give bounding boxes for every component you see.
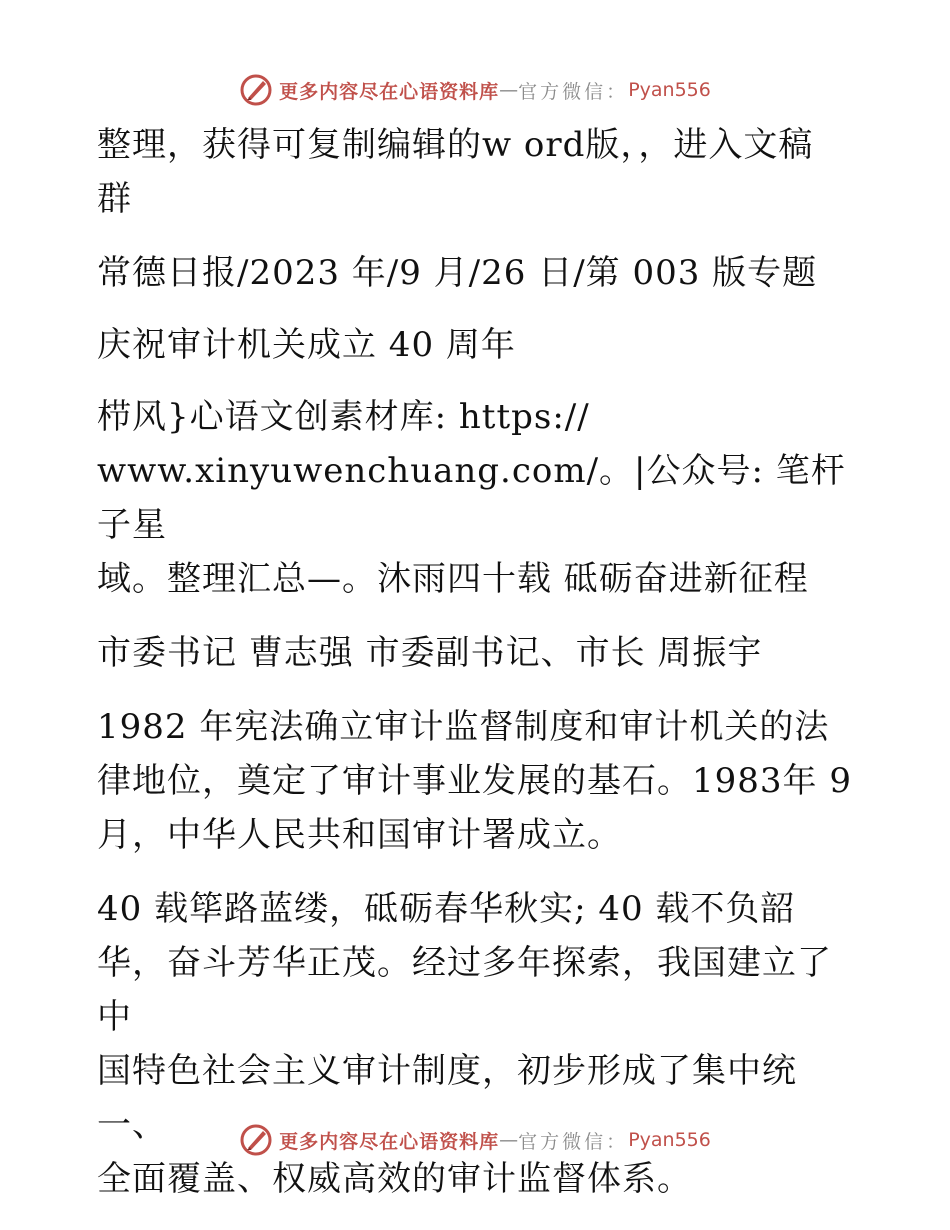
banner-dash: — <box>499 79 519 101</box>
banner-brand-text: 更多内容尽在心语资料库 <box>279 1130 500 1153</box>
footer-watermark-banner <box>0 1122 950 1158</box>
banner-wechat-id: Pyan556 <box>628 79 711 101</box>
paragraph-history: 1982 年宪法确立审计监督制度和审计机关的法 律地位，奠定了审计事业发展的基石。1983年 9 月，中华人民共和国审计署成立。 <box>97 707 852 855</box>
document-body <box>97 118 857 1206</box>
banner-dash: — <box>499 1129 519 1151</box>
pen-nib-logo-icon <box>239 1123 273 1157</box>
paragraph-source-line: 常德日报/2023 年/9 月/26 日/第 003 版专题 <box>97 253 818 293</box>
banner-official-label: 官方微信： <box>518 80 629 103</box>
paragraph-intro: 整理，获得可复制编辑的w ord版，，进入文稿 群 <box>97 125 814 219</box>
banner-wechat-id: Pyan556 <box>628 1129 711 1151</box>
banner-official-label: 官方微信： <box>518 1130 629 1153</box>
paragraph-authors: 市委书记 曹志强 市委副书记、市长 周振宇 <box>97 633 763 673</box>
paragraph-topic-title: 庆祝审计机关成立 40 周年 <box>97 325 516 365</box>
header-watermark-banner <box>0 72 950 108</box>
banner-brand-text: 更多内容尽在心语资料库 <box>279 80 500 103</box>
paragraph-achievements: 40 载筚路蓝缕，砥砺春华秋实; 40 载不负韶 华，奋斗芳华正茂。经过多年探索，我国建立了中 国特色社会主义审计制度，初步形成了集中统一、 全面覆盖、权威高效的审计监督体系。 <box>97 889 832 1199</box>
paragraph-material-link-and-headline: 栉风}心语文创素材库: https:// www.xinyuwenchuang.com/。|公众号: 笔杆子星 域。整理汇总—。沐雨四十载 砥砺奋进新征程 <box>97 397 846 599</box>
pen-nib-logo-icon <box>239 73 273 107</box>
